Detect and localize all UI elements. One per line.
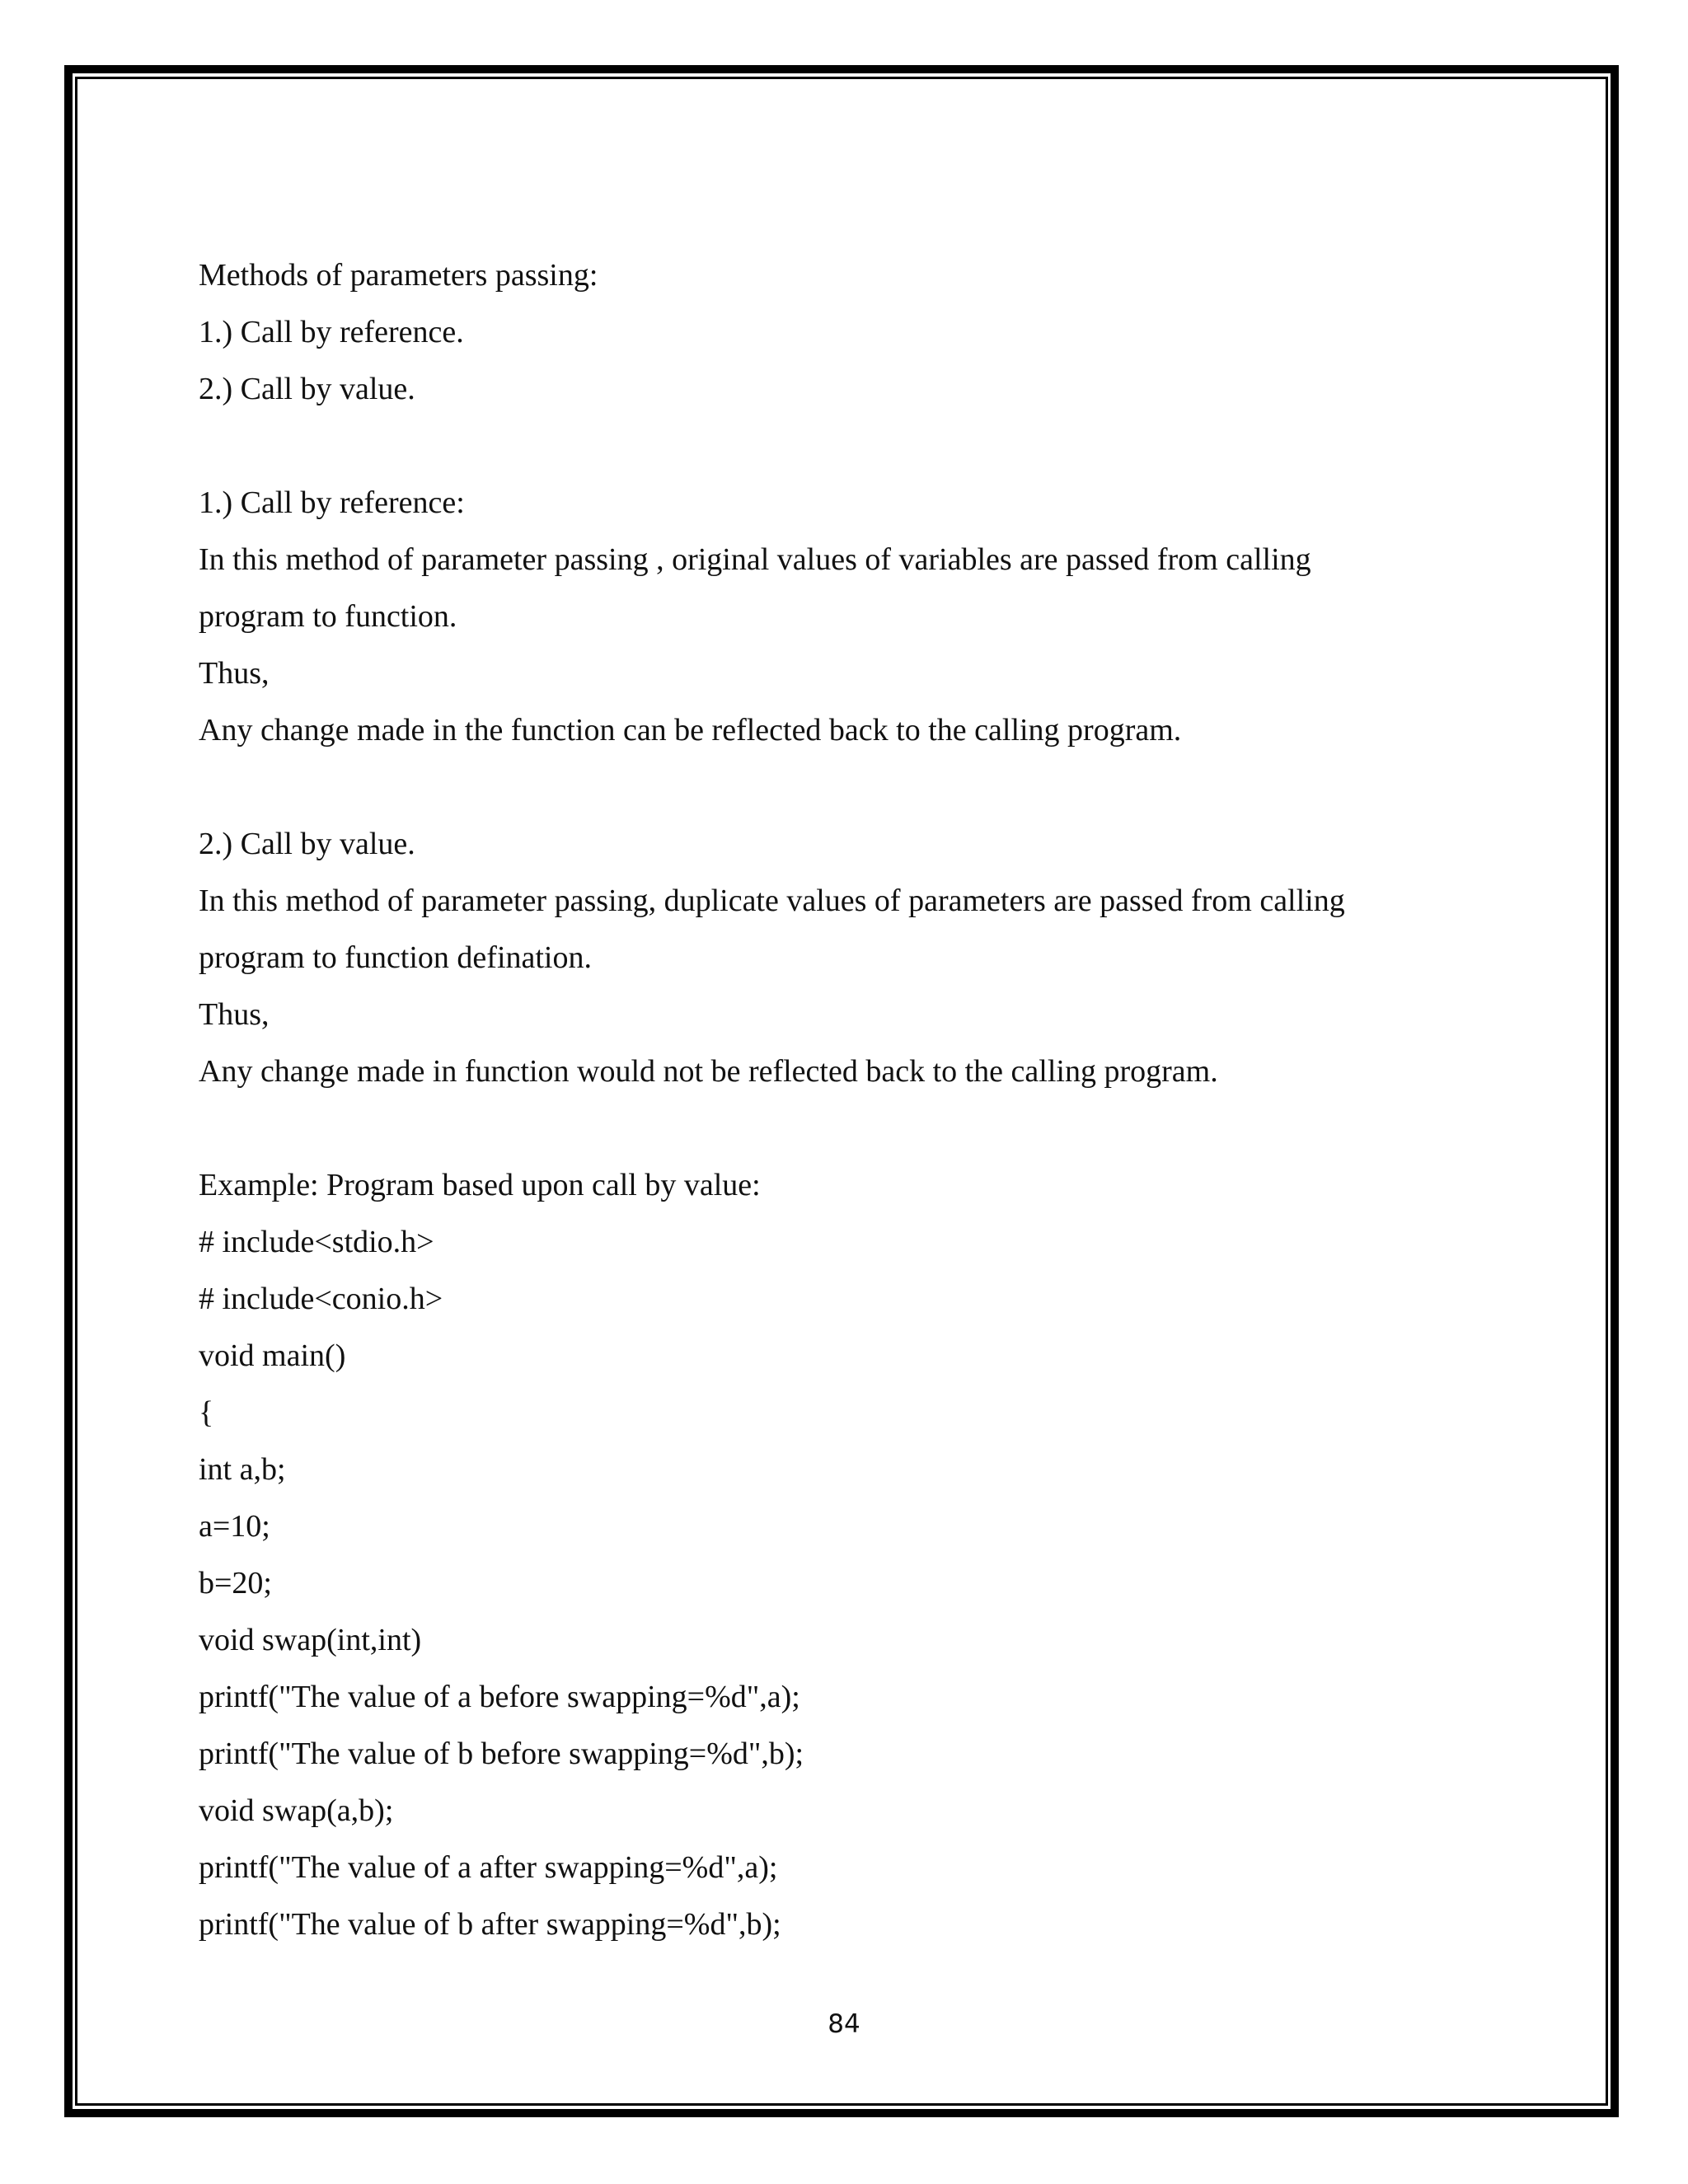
code-line: b=20; (199, 1566, 272, 1601)
paragraph-line: Any change made in function would not be reflected back to the calling program. (199, 1054, 1218, 1089)
page-number: 84 (828, 2009, 860, 2039)
subsection-heading: 2.) Call by value. (199, 827, 415, 861)
paragraph-line: Any change made in the function can be reflected back to the calling program. (199, 713, 1182, 748)
page-content (199, 247, 1550, 1953)
code-line: void main() (199, 1338, 346, 1373)
paragraph-line: Thus, (199, 997, 270, 1032)
paragraph-line: program to function defination. (199, 940, 592, 975)
code-line: void swap(a,b); (199, 1793, 394, 1828)
code-line: # include<stdio.h> (199, 1225, 434, 1259)
list-item: 2.) Call by value. (199, 372, 415, 406)
paragraph-line: In this method of parameter passing , original values of variables are passed from calling (199, 542, 1311, 577)
list-item: 1.) Call by reference. (199, 315, 464, 349)
code-line: a=10; (199, 1509, 270, 1544)
paragraph-line: In this method of parameter passing, duplicate values of parameters are passed from calling (199, 883, 1345, 918)
paragraph-line: program to function. (199, 599, 457, 634)
code-line: printf("The value of a after swapping=%d",a); (199, 1850, 778, 1885)
example-heading: Example: Program based upon call by value: (199, 1168, 761, 1202)
code-line: int a,b; (199, 1452, 286, 1487)
code-line: printf("The value of a before swapping=%d",a); (199, 1680, 800, 1714)
code-line: void swap(int,int) (199, 1623, 422, 1657)
blank-line (199, 418, 1550, 475)
code-line: # include<conio.h> (199, 1282, 443, 1316)
section-heading: Methods of parameters passing: (199, 258, 598, 293)
code-line: { (199, 1395, 214, 1430)
paragraph-line: Thus, (199, 656, 270, 691)
code-line: printf("The value of b before swapping=%d",b); (199, 1736, 804, 1771)
code-line: printf("The value of b after swapping=%d",b); (199, 1907, 781, 1942)
subsection-heading: 1.) Call by reference: (199, 485, 465, 520)
blank-line (199, 1100, 1550, 1157)
blank-line (199, 759, 1550, 816)
